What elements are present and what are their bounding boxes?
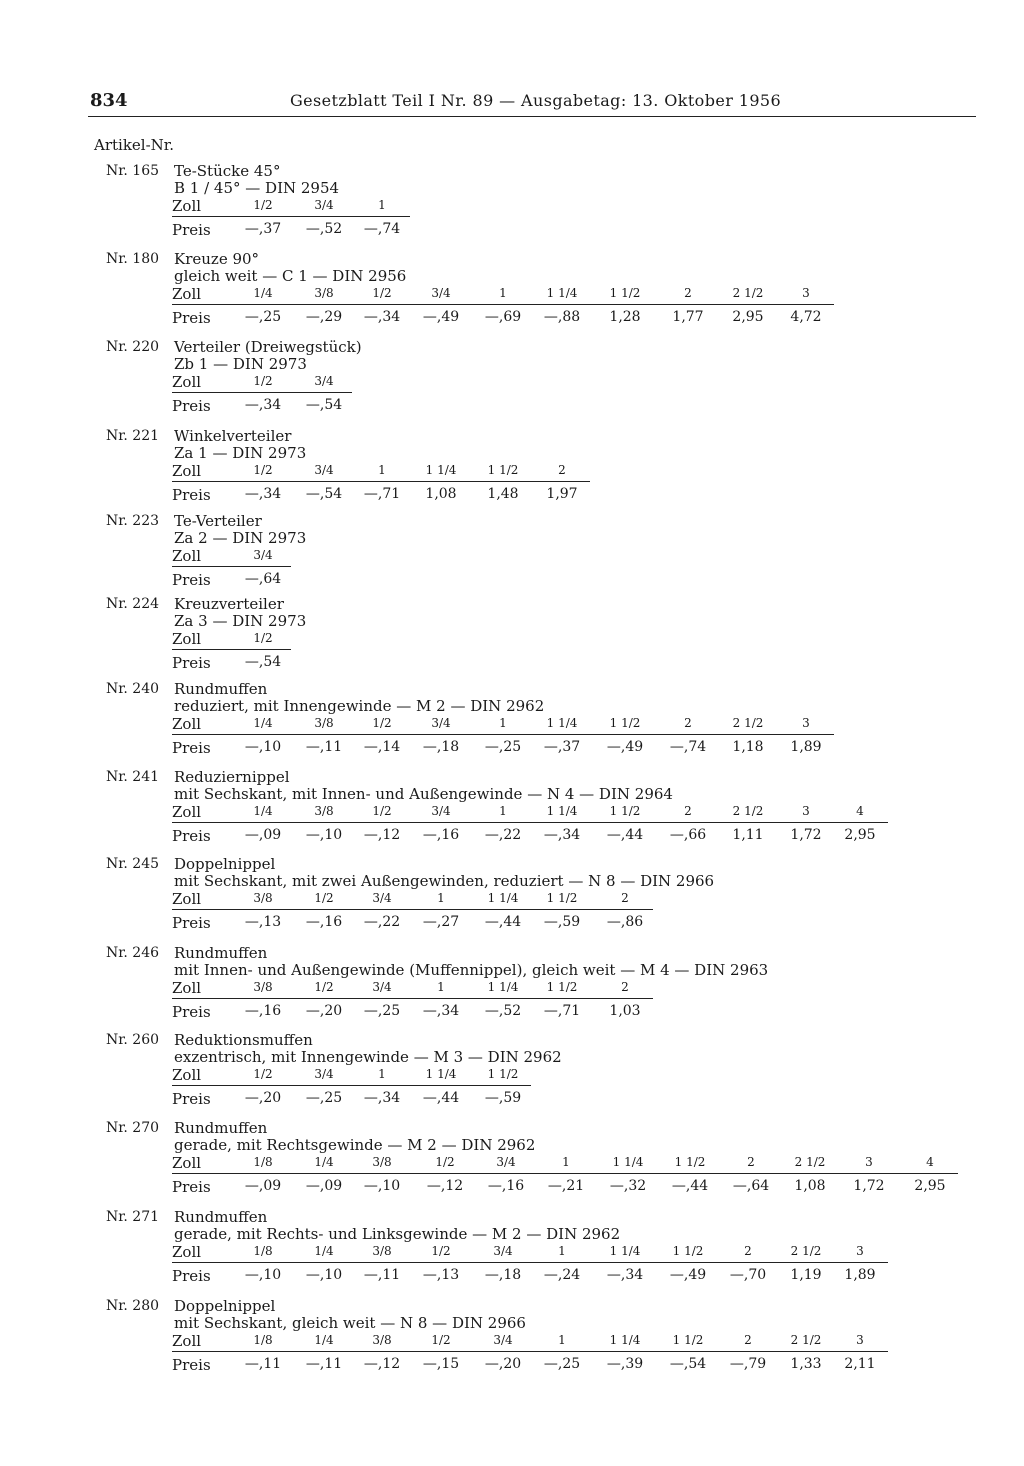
price-value: —,34 [244, 486, 282, 502]
size-label: Zoll [172, 285, 202, 303]
size-value: 3/4 [314, 198, 334, 212]
article-title: Rundmuffen [174, 944, 268, 962]
size-value: 1 1/4 [487, 980, 519, 994]
size-row-rule [172, 304, 834, 305]
price-value: 2,95 [732, 309, 764, 325]
size-label: Zoll [172, 373, 202, 391]
size-value: 1/2 [253, 631, 273, 645]
price-label: Preis [172, 221, 211, 239]
price-value: —,54 [669, 1356, 707, 1372]
size-row-rule [172, 481, 590, 482]
price-value: 1,19 [790, 1267, 822, 1283]
article-number: Nr. 165 [106, 163, 160, 179]
size-value: 1/2 [372, 804, 392, 818]
article-number: Nr. 270 [106, 1120, 160, 1136]
price-value: —,16 [305, 914, 343, 930]
size-value: 1 1/2 [487, 1067, 519, 1081]
size-value: 1 1/4 [546, 286, 578, 300]
price-value: —,18 [422, 739, 460, 755]
price-value: 1,77 [672, 309, 704, 325]
size-value: 1/2 [253, 1067, 273, 1081]
size-value: 3/8 [372, 1333, 392, 1347]
size-row-rule [172, 909, 653, 910]
price-value: —,54 [244, 654, 282, 670]
price-value: —,11 [305, 1356, 343, 1372]
size-label: Zoll [172, 715, 202, 733]
article-title: Rundmuffen [174, 1119, 268, 1137]
size-value: 1 [378, 198, 386, 212]
size-label: Zoll [172, 890, 202, 908]
price-value: —,44 [606, 827, 644, 843]
size-value: 1 1/2 [672, 1244, 704, 1258]
size-value: 2 [684, 804, 692, 818]
price-value: —,52 [305, 221, 343, 237]
size-label: Zoll [172, 1332, 202, 1350]
price-value: —,11 [244, 1356, 282, 1372]
article-title: Doppelnippel [174, 1297, 276, 1315]
size-value: 1/2 [435, 1155, 455, 1169]
price-value: —,11 [363, 1267, 401, 1283]
size-label: Zoll [172, 803, 202, 821]
article-number: Nr. 271 [106, 1209, 160, 1225]
price-value: 1,08 [794, 1178, 826, 1194]
size-value: 3 [856, 1333, 864, 1347]
article-title: Te-Verteiler [174, 512, 262, 530]
price-value: —,14 [363, 739, 401, 755]
price-value: —,10 [363, 1178, 401, 1194]
size-value: 3 [802, 286, 810, 300]
article-number: Nr. 280 [106, 1298, 160, 1314]
article-spec: exzentrisch, mit Innengewinde — M 3 — DIN 2962 [174, 1048, 562, 1066]
size-value: 2 [621, 891, 629, 905]
article-title: Rundmuffen [174, 1208, 268, 1226]
price-value: —,70 [729, 1267, 767, 1283]
article-number: Nr. 180 [106, 251, 160, 267]
size-row-rule [172, 392, 352, 393]
article-spec: mit Sechskant, mit zwei Außengewinden, reduziert — N 8 — DIN 2966 [174, 872, 715, 890]
size-value: 1 [437, 891, 445, 905]
size-value: 1 [378, 463, 386, 477]
size-value: 1/2 [314, 891, 334, 905]
price-value: —,88 [543, 309, 581, 325]
price-value: —,09 [244, 827, 282, 843]
price-value: —,37 [543, 739, 581, 755]
price-value: 1,72 [853, 1178, 885, 1194]
size-value: 1 1/2 [546, 980, 578, 994]
price-value: 1,11 [732, 827, 764, 843]
price-value: —,86 [606, 914, 644, 930]
price-value: —,13 [422, 1267, 460, 1283]
size-label: Zoll [172, 1066, 202, 1084]
price-value: —,20 [484, 1356, 522, 1372]
size-value: 3/8 [314, 804, 334, 818]
size-row-rule [172, 649, 291, 650]
price-value: —,34 [363, 309, 401, 325]
price-value: —,10 [305, 1267, 343, 1283]
size-value: 2 [684, 716, 692, 730]
price-value: 1,28 [609, 309, 641, 325]
article-spec: gerade, mit Rechtsgewinde — M 2 — DIN 2962 [174, 1136, 536, 1154]
price-value: 1,72 [790, 827, 822, 843]
size-value: 1 [499, 286, 507, 300]
article-title: Doppelnippel [174, 855, 276, 873]
price-value: —,21 [547, 1178, 585, 1194]
price-value: —,66 [669, 827, 707, 843]
size-value: 3/4 [314, 463, 334, 477]
article-number: Nr. 260 [106, 1032, 160, 1048]
size-value: 2 [621, 980, 629, 994]
article-number: Nr. 220 [106, 339, 160, 355]
size-value: 2 [684, 286, 692, 300]
size-value: 1 [378, 1067, 386, 1081]
size-value: 3/8 [314, 286, 334, 300]
size-value: 1 1/4 [612, 1155, 644, 1169]
price-value: 2,11 [844, 1356, 876, 1372]
size-value: 1 1/4 [609, 1333, 641, 1347]
price-value: —,27 [422, 914, 460, 930]
size-label: Zoll [172, 979, 202, 997]
price-value: —,25 [363, 1003, 401, 1019]
price-label: Preis [172, 1356, 211, 1374]
size-row-rule [172, 1173, 958, 1174]
price-label: Preis [172, 654, 211, 672]
article-spec: B 1 / 45° — DIN 2954 [174, 179, 340, 197]
price-value: —,32 [609, 1178, 647, 1194]
size-value: 1 1/4 [609, 1244, 641, 1258]
price-value: 2,95 [844, 827, 876, 843]
price-value: —,44 [484, 914, 522, 930]
size-value: 3/4 [372, 891, 392, 905]
size-value: 1 1/4 [487, 891, 519, 905]
price-value: —,71 [543, 1003, 581, 1019]
size-value: 4 [926, 1155, 934, 1169]
size-value: 1 1/4 [425, 1067, 457, 1081]
size-value: 1/2 [372, 716, 392, 730]
page-number: 834 [90, 90, 128, 111]
size-value: 3/8 [372, 1155, 392, 1169]
price-value: 1,48 [487, 486, 519, 502]
size-value: 3/4 [431, 716, 451, 730]
size-value: 1/4 [253, 716, 273, 730]
price-value: —,13 [244, 914, 282, 930]
price-value: —,44 [422, 1090, 460, 1106]
size-value: 1 1/2 [546, 891, 578, 905]
price-label: Preis [172, 486, 211, 504]
price-value: —,22 [484, 827, 522, 843]
size-value: 3/8 [253, 891, 273, 905]
size-value: 1 1/2 [609, 286, 641, 300]
size-row-rule [172, 822, 888, 823]
article-title: Kreuze 90° [174, 250, 260, 268]
size-value: 3/4 [493, 1244, 513, 1258]
article-title: Reduziernippel [174, 768, 290, 786]
size-value: 1/8 [253, 1244, 273, 1258]
size-value: 2 1/2 [794, 1155, 826, 1169]
size-value: 1/2 [431, 1244, 451, 1258]
size-row-rule [172, 566, 291, 567]
article-spec: gleich weit — C 1 — DIN 2956 [174, 267, 407, 285]
size-value: 3/4 [314, 1067, 334, 1081]
size-value: 1 1/2 [609, 716, 641, 730]
price-label: Preis [172, 309, 211, 327]
article-number: Nr. 223 [106, 513, 160, 529]
price-label: Preis [172, 397, 211, 415]
article-title: Winkelverteiler [174, 427, 292, 445]
size-value: 1 [558, 1333, 566, 1347]
size-value: 1 1/4 [425, 463, 457, 477]
price-label: Preis [172, 1003, 211, 1021]
size-value: 1 [499, 716, 507, 730]
article-spec: mit Sechskant, gleich weit — N 8 — DIN 2966 [174, 1314, 526, 1332]
size-value: 1 1/2 [609, 804, 641, 818]
price-value: 1,03 [609, 1003, 641, 1019]
size-value: 1 1/2 [672, 1333, 704, 1347]
price-value: —,79 [729, 1356, 767, 1372]
price-value: —,34 [244, 397, 282, 413]
price-label: Preis [172, 571, 211, 589]
size-value: 3/4 [431, 804, 451, 818]
price-value: —,44 [671, 1178, 709, 1194]
price-value: —,25 [244, 309, 282, 325]
price-value: —,74 [669, 739, 707, 755]
page-header [88, 88, 976, 117]
price-value: 4,72 [790, 309, 822, 325]
price-value: 1,18 [732, 739, 764, 755]
size-value: 1 1/2 [487, 463, 519, 477]
size-value: 1/2 [372, 286, 392, 300]
size-value: 3/4 [431, 286, 451, 300]
price-value: —,09 [244, 1178, 282, 1194]
size-row-rule [172, 1085, 531, 1086]
size-value: 3/8 [253, 980, 273, 994]
size-value: 4 [856, 804, 864, 818]
article-number: Nr. 221 [106, 428, 160, 444]
article-number: Nr. 245 [106, 856, 160, 872]
price-value: —,37 [244, 221, 282, 237]
size-label: Zoll [172, 1243, 202, 1261]
price-value: —,59 [543, 914, 581, 930]
price-value: —,29 [305, 309, 343, 325]
size-value: 3/4 [253, 548, 273, 562]
price-value: —,16 [244, 1003, 282, 1019]
article-title: Rundmuffen [174, 680, 268, 698]
price-value: —,54 [305, 486, 343, 502]
price-value: 1,89 [844, 1267, 876, 1283]
article-number: Nr. 240 [106, 681, 160, 697]
article-number: Nr. 224 [106, 596, 160, 612]
price-label: Preis [172, 739, 211, 757]
price-label: Preis [172, 1090, 211, 1108]
price-value: 2,95 [914, 1178, 946, 1194]
size-label: Zoll [172, 547, 202, 565]
size-value: 2 [744, 1244, 752, 1258]
size-value: 1/4 [314, 1333, 334, 1347]
article-title: Te-Stücke 45° [174, 162, 281, 180]
size-value: 1 1/2 [674, 1155, 706, 1169]
price-value: —,64 [244, 571, 282, 587]
size-row-rule [172, 734, 834, 735]
price-value: —,11 [305, 739, 343, 755]
size-value: 2 1/2 [790, 1333, 822, 1347]
article-spec: gerade, mit Rechts- und Linksgewinde — M 2 — DIN 2962 [174, 1225, 621, 1243]
size-value: 3/4 [372, 980, 392, 994]
size-value: 1 1/4 [546, 716, 578, 730]
size-value: 3 [865, 1155, 873, 1169]
price-value: 1,97 [546, 486, 578, 502]
price-value: 1,89 [790, 739, 822, 755]
price-label: Preis [172, 914, 211, 932]
price-value: —,49 [606, 739, 644, 755]
price-value: —,74 [363, 221, 401, 237]
price-value: —,52 [484, 1003, 522, 1019]
size-value: 1 [437, 980, 445, 994]
price-value: —,25 [305, 1090, 343, 1106]
price-value: —,10 [244, 739, 282, 755]
size-value: 1 [558, 1244, 566, 1258]
size-value: 2 1/2 [732, 804, 764, 818]
size-value: 2 1/2 [790, 1244, 822, 1258]
size-row-rule [172, 998, 653, 999]
size-value: 2 1/2 [732, 286, 764, 300]
size-value: 1/8 [253, 1155, 273, 1169]
price-value: —,64 [732, 1178, 770, 1194]
size-value: 2 [558, 463, 566, 477]
price-value: —,15 [422, 1356, 460, 1372]
size-value: 1/8 [253, 1333, 273, 1347]
price-value: —,49 [422, 309, 460, 325]
size-label: Zoll [172, 1154, 202, 1172]
size-value: 1/2 [253, 374, 273, 388]
article-title: Verteiler (Dreiwegstück) [174, 338, 362, 356]
price-value: —,20 [305, 1003, 343, 1019]
article-number: Nr. 246 [106, 945, 160, 961]
price-value: —,54 [305, 397, 343, 413]
article-title: Kreuzverteiler [174, 595, 284, 613]
price-label: Preis [172, 1178, 211, 1196]
size-value: 3/4 [496, 1155, 516, 1169]
price-value: —,49 [669, 1267, 707, 1283]
price-value: —,34 [363, 1090, 401, 1106]
size-value: 3 [802, 716, 810, 730]
price-value: —,20 [244, 1090, 282, 1106]
size-value: 1/4 [253, 804, 273, 818]
article-number: Nr. 241 [106, 769, 160, 785]
article-number-label: Artikel-Nr. [94, 136, 175, 154]
article-title: Reduktionsmuffen [174, 1031, 313, 1049]
price-value: —,39 [606, 1356, 644, 1372]
article-spec: reduziert, mit Innengewinde — M 2 — DIN 2962 [174, 697, 545, 715]
price-value: —,34 [606, 1267, 644, 1283]
price-value: —,34 [422, 1003, 460, 1019]
article-spec: Zb 1 — DIN 2973 [174, 355, 307, 373]
size-value: 3/4 [493, 1333, 513, 1347]
size-value: 3 [856, 1244, 864, 1258]
price-value: —,10 [305, 827, 343, 843]
size-value: 1 [499, 804, 507, 818]
price-value: —,69 [484, 309, 522, 325]
price-value: —,34 [543, 827, 581, 843]
price-label: Preis [172, 827, 211, 845]
size-label: Zoll [172, 462, 202, 480]
price-value: —,71 [363, 486, 401, 502]
article-spec: mit Innen- und Außengewinde (Muffennippel), gleich weit — M 4 — DIN 2963 [174, 961, 769, 979]
price-value: —,24 [543, 1267, 581, 1283]
article-spec: Za 3 — DIN 2973 [174, 612, 307, 630]
page-title: Gesetzblatt Teil I Nr. 89 — Ausgabetag: 13. Oktober 1956 [290, 91, 782, 110]
price-value: 1,08 [425, 486, 457, 502]
price-value: —,22 [363, 914, 401, 930]
size-value: 3/4 [314, 374, 334, 388]
size-label: Zoll [172, 630, 202, 648]
size-row-rule [172, 1262, 888, 1263]
size-value: 1/2 [253, 198, 273, 212]
size-value: 3/8 [372, 1244, 392, 1258]
size-label: Zoll [172, 197, 202, 215]
article-spec: mit Sechskant, mit Innen- und Außengewinde — N 4 — DIN 2964 [174, 785, 673, 803]
price-value: —,16 [422, 827, 460, 843]
price-value: —,25 [484, 739, 522, 755]
price-value: —,12 [363, 1356, 401, 1372]
price-label: Preis [172, 1267, 211, 1285]
price-value: —,25 [543, 1356, 581, 1372]
size-value: 3 [802, 804, 810, 818]
price-value: —,10 [244, 1267, 282, 1283]
size-value: 2 1/2 [732, 716, 764, 730]
size-value: 2 [747, 1155, 755, 1169]
size-value: 1 [562, 1155, 570, 1169]
article-spec: Za 2 — DIN 2973 [174, 529, 307, 547]
price-value: —,12 [426, 1178, 464, 1194]
size-value: 1 1/4 [546, 804, 578, 818]
price-value: —,09 [305, 1178, 343, 1194]
size-value: 1/4 [314, 1244, 334, 1258]
price-value: —,16 [487, 1178, 525, 1194]
size-value: 3/8 [314, 716, 334, 730]
size-value: 2 [744, 1333, 752, 1347]
size-row-rule [172, 1351, 888, 1352]
size-value: 1/2 [431, 1333, 451, 1347]
price-value: —,12 [363, 827, 401, 843]
size-value: 1/4 [314, 1155, 334, 1169]
article-spec: Za 1 — DIN 2973 [174, 444, 307, 462]
price-value: —,18 [484, 1267, 522, 1283]
size-row-rule [172, 216, 410, 217]
size-value: 1/2 [253, 463, 273, 477]
price-value: —,59 [484, 1090, 522, 1106]
size-value: 1/2 [314, 980, 334, 994]
price-value: 1,33 [790, 1356, 822, 1372]
size-value: 1/4 [253, 286, 273, 300]
